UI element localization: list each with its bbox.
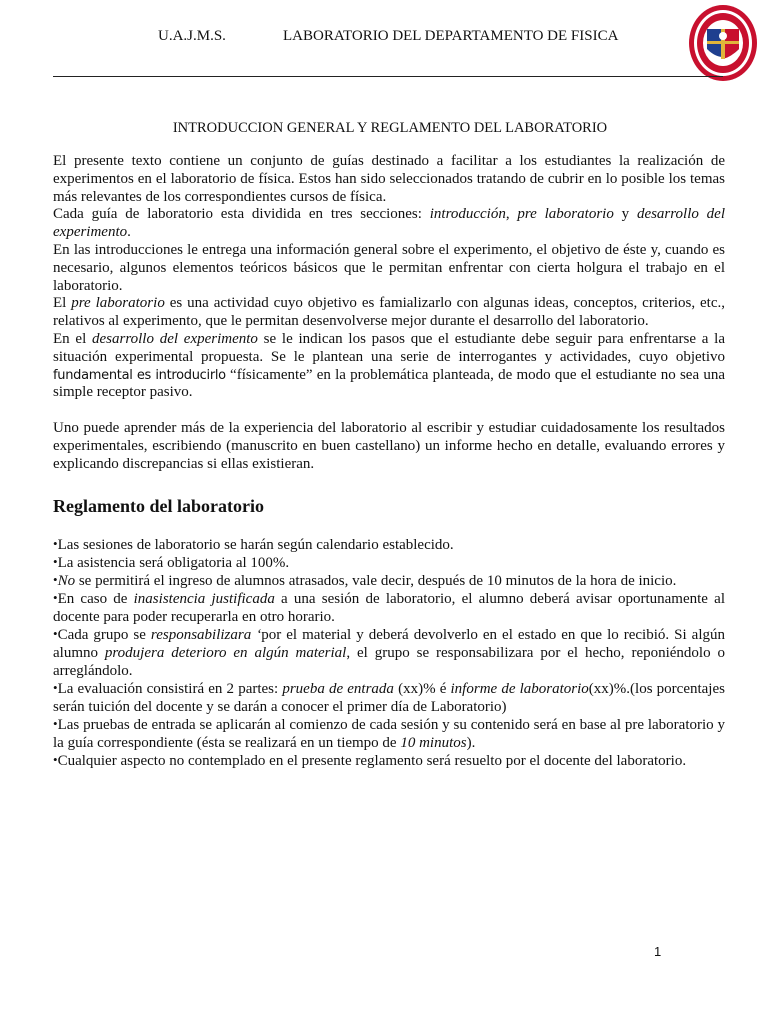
list-item: •Las pruebas de entrada se aplicarán al comienzo de cada sesión y su contenido será en base al pre laboratorio y la guía correspondiente (ésta se realizará en un tiempo de 10 minutos).	[53, 716, 725, 751]
list-item: •En caso de inasistencia justificada a una sesión de laboratorio, el alumno deberá avisar oportunamente al docente para poder recuperarla en otro horario.	[53, 590, 725, 625]
list-item: •No se permitirá el ingreso de alumnos atrasados, vale decir, después de 10 minutos de la hora de inicio.	[53, 572, 677, 589]
header-department: LABORATORIO DEL DEPARTAMENTO DE FISICA	[283, 28, 619, 44]
list-item: •Las sesiones de laboratorio se harán según calendario establecido.	[53, 536, 454, 553]
intro-paragraph: Uno puede aprender más de la experiencia del laboratorio al escribir y estudiar cuidadosamente los resultados experimentales, escribiendo (manuscrito en buen castellano) un informe hecho en detalle, evaluando errores y explicando discrepancias si ellas existieran.	[53, 419, 725, 472]
intro-paragraph: Cada guía de laboratorio esta dividida en tres secciones: introducción, pre laboratorio y desarrollo del experimento.	[53, 206, 726, 241]
list-item: •La evaluación consistirá en 2 partes: prueba de entrada (xx)% é informe de laboratorio(xx)%.(los porcentajes serán tuición del docente y se darán a conocer el primer día de Laboratorio)	[53, 680, 725, 715]
section-heading: Reglamento del laboratorio	[53, 496, 264, 516]
header-university: U.A.J.M.S.	[158, 28, 226, 44]
intro-paragraph: El pre laboratorio es una actividad cuyo objetivo es famializarlo con algunas ideas, conceptos, criterios, etc., relativos al experimento, que le permitan desenvolverse mejor durante el desarrollo del laboratorio.	[53, 295, 725, 330]
rules-list	[53, 536, 725, 770]
list-item: •Cada grupo se responsabilizara ‘por el material y deberá devolverlo en el estado en que lo recibió. Si algún alumno produjera deterioro en algún material, el grupo se responsabilizara por el hecho, reponiéndolo o arreglándolo.	[53, 626, 726, 679]
list-item: •Cualquier aspecto no contemplado en el presente reglamento será resuelto por el docente del laboratorio.	[53, 752, 687, 769]
page-number: 1	[654, 944, 662, 959]
page-header	[0, 26, 768, 50]
university-seal-icon	[687, 3, 759, 83]
list-item: •La asistencia será obligatoria al 100%.	[53, 554, 290, 571]
intro-paragraph: En las introducciones le entrega una información general sobre el experimento, el objetivo de éste y, cuando es necesario, algunos elementos teóricos básicos que le permitan enfrentar con cierta holgura el trabajo en el laboratorio.	[53, 241, 725, 294]
intro-paragraph: En el desarrollo del experimento se le indican los pasos que el estudiante debe seguir para enfrentarse a la situación experimental propuesta. Se le plantean una serie de interrogantes y actividades, cuyo objetivo fundamental es introducirlo “físicamente” en la problemática planteada, de modo que el estudiante no sea una simple receptor pasivo.	[53, 330, 725, 401]
intro-paragraph: El presente texto contiene un conjunto de guías destinado a facilitar a los estudiantes la realización de experimentos en el laboratorio de física. Estos han sido seleccionados tratando de cubrir en lo posible los temas más relevantes de los correspondientes cursos de física.	[53, 153, 725, 205]
introduction-section	[53, 153, 725, 473]
document-title: INTRODUCCION GENERAL Y REGLAMENTO DEL LABORATORIO	[172, 120, 608, 136]
header-divider	[53, 76, 723, 77]
